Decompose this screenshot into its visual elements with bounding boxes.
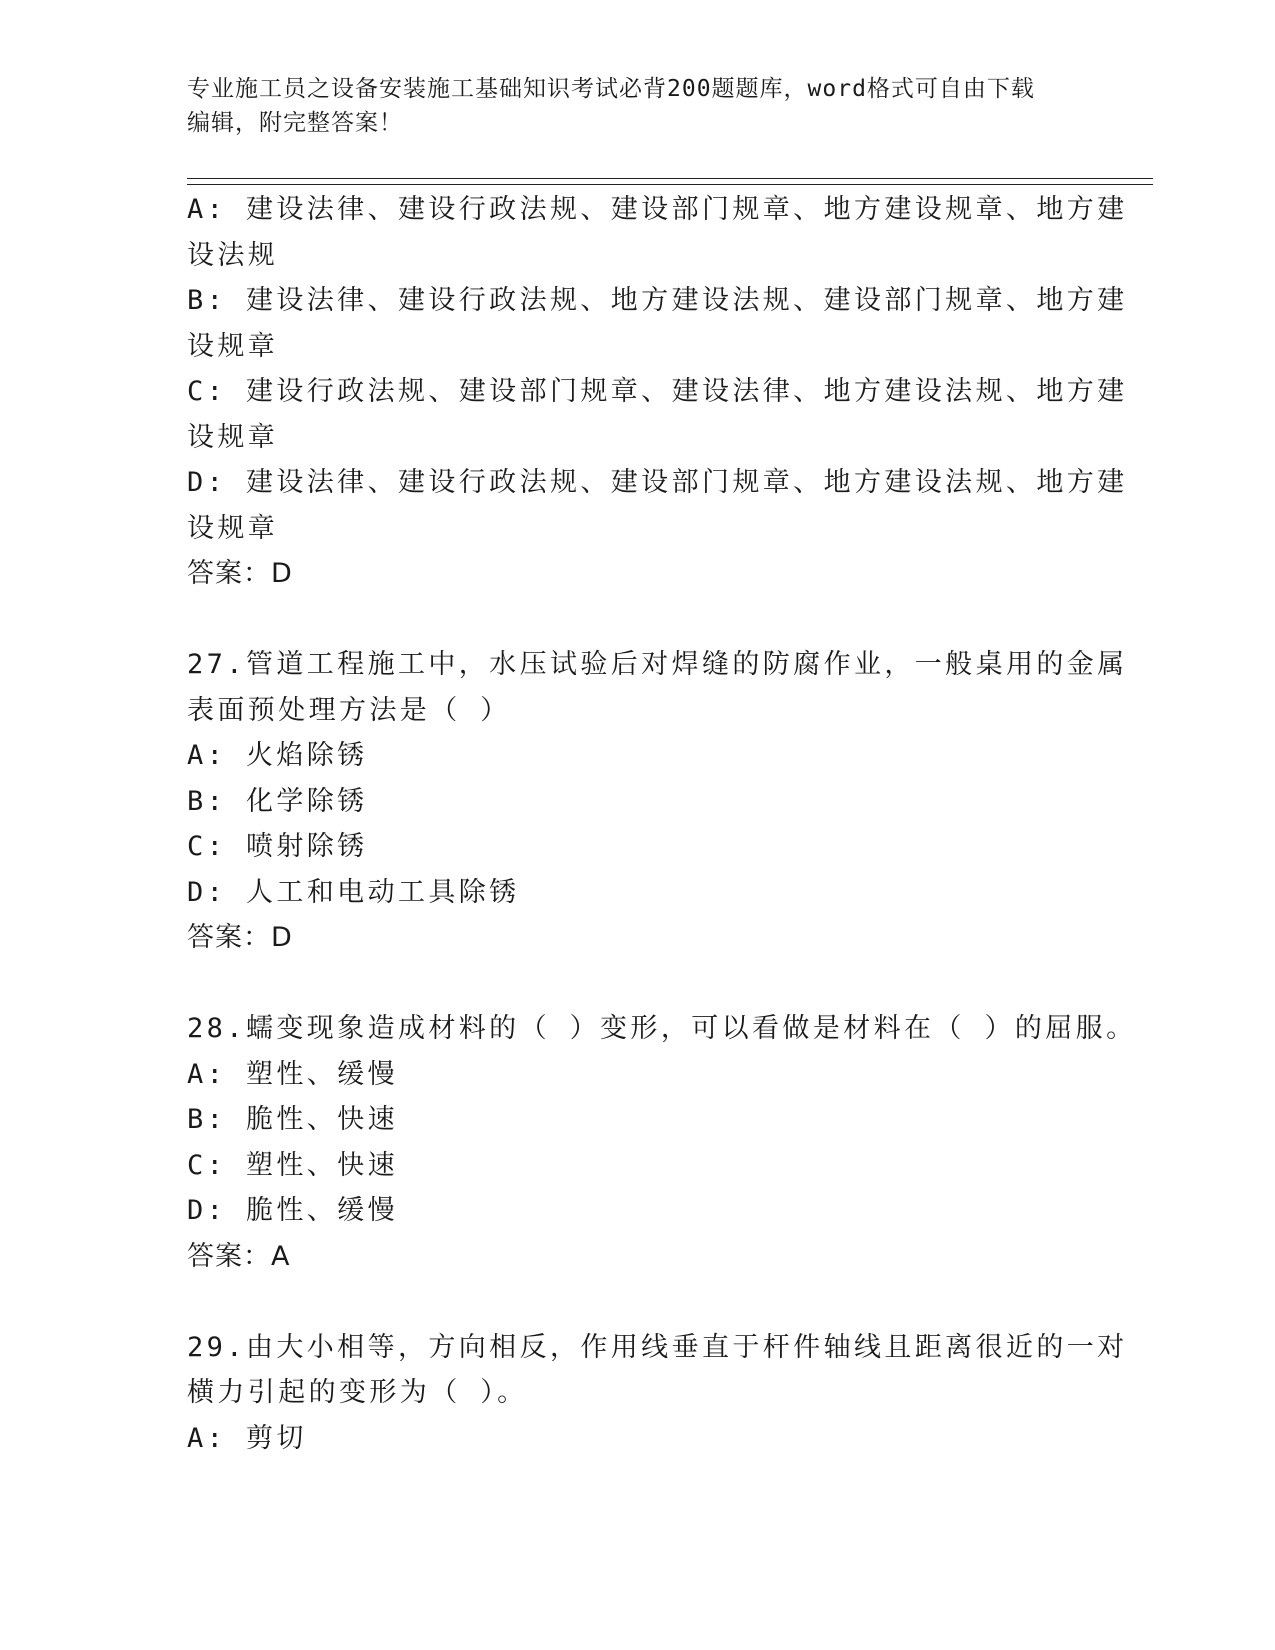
question-28 [187,1006,1137,1279]
question-27 [187,642,1128,961]
question-stem: 29.由大小相等，方向相反，作用线垂直于杆件轴线且距离很近的一对 [187,1331,1128,1363]
option-a-continued: 设法规 [187,239,279,271]
spacer [187,597,1067,643]
document-header [187,72,1067,140]
option-c: C: 喷射除锈 [187,831,368,862]
header-divider-bottom [187,184,1153,185]
spacer [187,961,1067,1007]
answer-label: 答案：D [187,558,293,589]
option-d: D: 脆性、缓慢 [187,1195,398,1226]
question-list [187,187,1137,1461]
option-b-continued: 设规章 [187,330,279,362]
option-a: A: 剪切 [187,1422,307,1454]
header-title-line-1: 专业施工员之设备安装施工基础知识考试必背200题题库，word格式可自由下载 [187,76,1035,102]
option-c-continued: 设规章 [187,421,279,453]
option-c: C: 塑性、快速 [187,1149,398,1181]
header-title-line-2: 编辑，附完整答案！ [187,110,403,136]
option-d-continued: 设规章 [187,512,279,544]
question-26 [187,187,1128,597]
question-29 [187,1325,1128,1462]
answer-label: 答案：A [187,1240,291,1272]
option-b: B: 脆性、快速 [187,1104,398,1135]
option-a: A: 火焰除锈 [187,740,368,771]
header-divider-top [187,178,1153,179]
question-stem-continued: 横力引起的变形为（ ）。 [187,1377,528,1408]
question-stem-continued: 表面预处理方法是（ ） [187,694,511,726]
option-d: D: 建设法律、建设行政法规、建设部门规章、地方建设法规、地方建 [187,467,1128,498]
answer-label: 答案：D [187,922,293,953]
option-a: A: 塑性、缓慢 [187,1058,398,1090]
spacer [187,1279,1067,1325]
option-b: B: 化学除锈 [187,785,368,817]
question-stem: 27.管道工程施工中，水压试验后对焊缝的防腐作业，一般桌用的金属 [187,649,1128,680]
option-c: C: 建设行政法规、建设部门规章、建设法律、地方建设法规、地方建 [187,376,1128,407]
option-d: D: 人工和电动工具除锈 [187,876,520,908]
option-b: B: 建设法律、建设行政法规、地方建设法规、建设部门规章、地方建 [187,285,1128,316]
question-stem: 28.蠕变现象造成材料的（ ）变形，可以看做是材料在（ ）的屈服。 [187,1013,1137,1044]
option-a: A: 建设法律、建设行政法规、建设部门规章、地方建设规章、地方建 [187,194,1128,225]
